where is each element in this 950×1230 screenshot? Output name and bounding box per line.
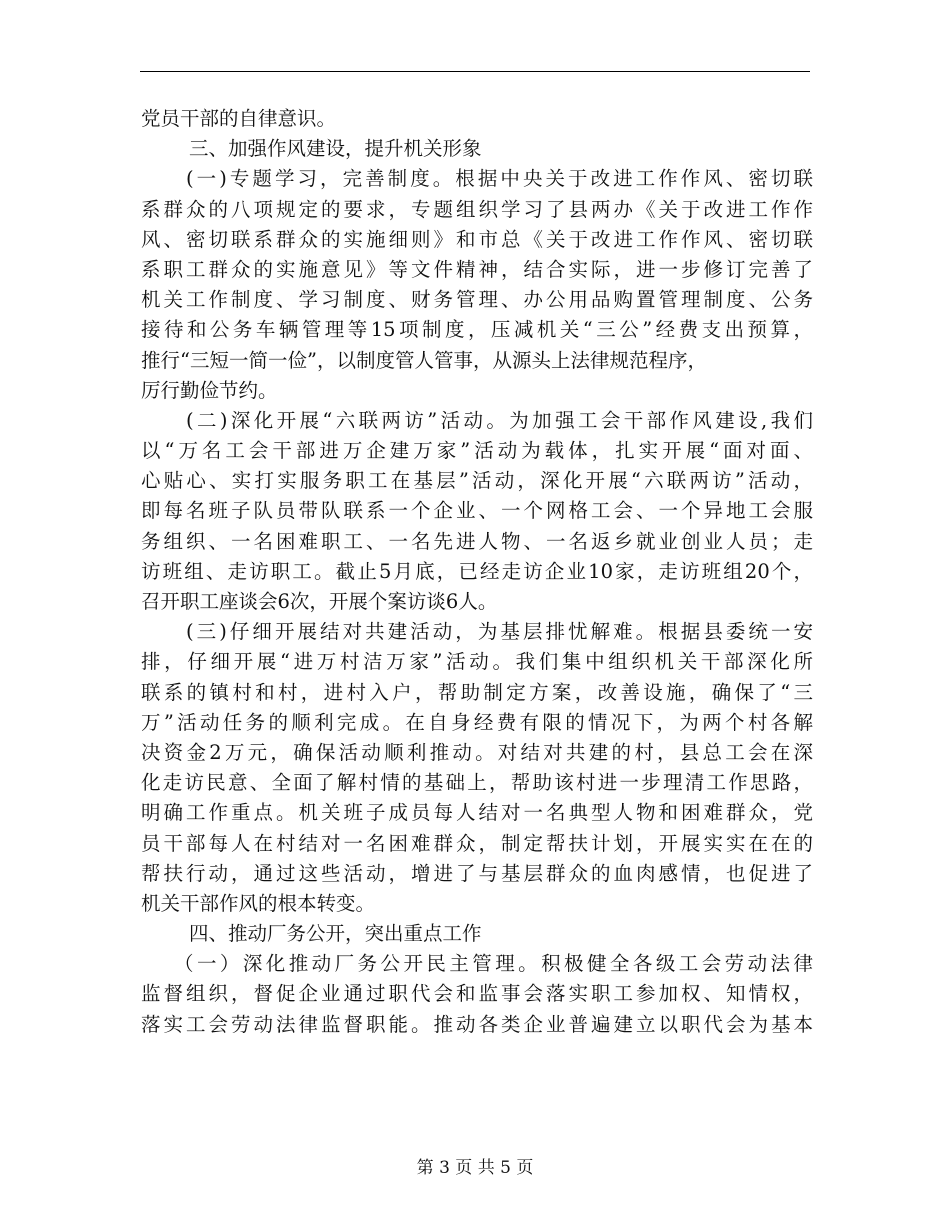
paragraph-line: 机关干部作风的根本转变。 (141, 891, 376, 915)
paragraph-line: 帮扶行动，通过这些活动，增进了与基层群众的血肉感情，也促进了 (141, 861, 813, 885)
paragraph-line: 厉行勤俭节约。 (141, 378, 278, 402)
paragraph-line: 推行“三短一简一俭”，以制度管人管事，从源头上法律规范程序， (141, 348, 707, 372)
body-line: 党员干部的自律意识。 (141, 107, 337, 130)
paragraph-line: (一)专题学习，完善制度。根据中央关于改进工作作风、密切联 (186, 167, 813, 191)
paragraph-line: 访班组、走访职工。截止5月底，已经走访企业10家，走访班组20个， (141, 559, 813, 583)
paragraph-line: 系群众的八项规定的要求，专题组织学习了县两办《关于改进工作作 (141, 197, 813, 221)
paragraph-line: 监督组织，督促企业通过职代会和监事会落实职工参加权、知情权， (141, 982, 813, 1006)
section-heading: 四、推动厂务公开，突出重点工作 (189, 922, 482, 946)
paragraph-line: 召开职工座谈会6次，开展个案访谈6人。 (141, 590, 498, 613)
paragraph-line: 接待和公务车辆管理等15项制度，压减机关“三公”经费支出预算， (141, 318, 813, 342)
paragraph-line: 落实工会劳动法律监督职能。推动各类企业普遍建立以职代会为基本 (141, 1012, 813, 1036)
document-body (141, 104, 813, 1040)
page-number-footer: 第 3 页 共 5 页 (416, 1158, 534, 1178)
paragraph-line: 联系的镇村和村，进村入户，帮助制定方案，改善设施，确保了“三 (141, 680, 813, 704)
paragraph-line: 以“万名工会干部进万企建万家”活动为载体，扎实开展“面对面、 (141, 439, 813, 463)
header-rule (140, 71, 810, 72)
paragraph-line: 员干部每人在村结对一名困难群众，制定帮扶计划，开展实实在在的 (141, 831, 813, 855)
paragraph-line: 明确工作重点。机关班子成员每人结对一名典型人物和困难群众，党 (141, 801, 813, 825)
paragraph-line: 心贴心、实打实服务职工在基层”活动，深化开展“六联两访”活动， (141, 469, 813, 493)
paragraph-line: 即每名班子队员带队联系一个企业、一个网格工会、一个异地工会服 (141, 499, 813, 523)
paragraph-line: （一）深化推动厂务公开民主管理。积极健全各级工会劳动法律 (174, 952, 813, 976)
paragraph-line: 决资金2万元，确保活动顺利推动。对结对共建的村，县总工会在深 (141, 740, 813, 764)
section-heading: 三、加强作风建设，提升机关形象 (189, 137, 482, 161)
paragraph-line: (二)深化开展“六联两访”活动。为加强工会干部作风建设,我们 (186, 408, 813, 432)
paragraph-line: 万”活动任务的顺利完成。在自身经费有限的情况下，为两个村各解 (141, 710, 813, 734)
paragraph-line: 风、密切联系群众的实施细则》和市总《关于改进工作作风、密切联 (141, 227, 813, 251)
paragraph-line: 排，仔细开展“进万村洁万家”活动。我们集中组织机关干部深化所 (141, 650, 813, 674)
paragraph-line: 系职工群众的实施意见》等文件精神，结合实际，进一步修订完善了 (141, 257, 813, 281)
paragraph-line: 机关工作制度、学习制度、财务管理、办公用品购置管理制度、公务 (141, 288, 813, 312)
paragraph-line: 化走访民意、全面了解村情的基础上，帮助该村进一步理清工作思路， (141, 771, 813, 795)
paragraph-line: 务组织、一名困难职工、一名先进人物、一名返乡就业创业人员；走 (141, 529, 813, 553)
paragraph-line: (三)仔细开展结对共建活动，为基层排忧解难。根据县委统一安 (186, 620, 813, 644)
